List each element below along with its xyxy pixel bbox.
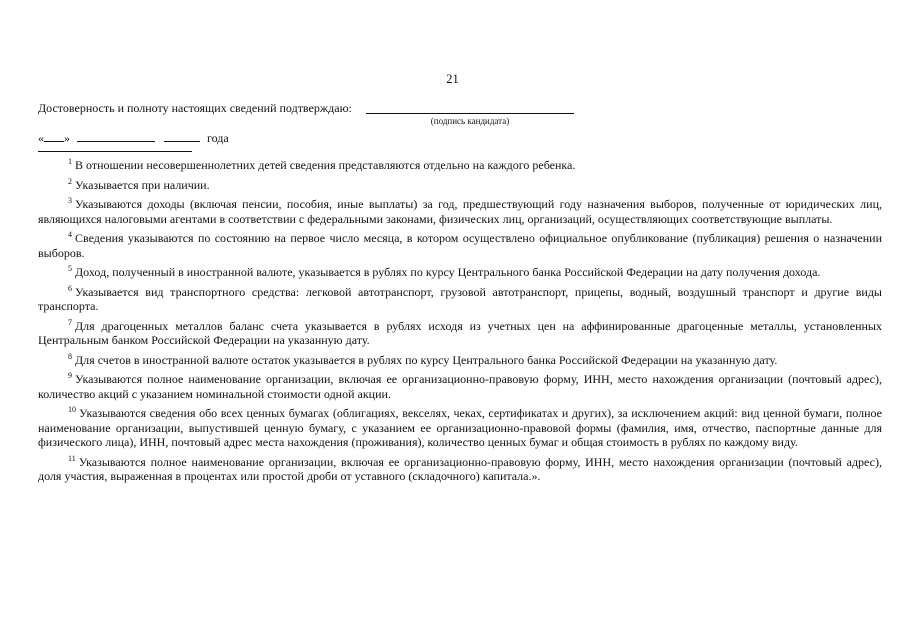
footnote [38,178,882,193]
footnote-text: Указываются сведения обо всех ценных бумагах (облигациях, векселях, чеках, сертификатах и других), за исключением акций: вид ценной бумаги, полное наименование организации, выпустившей ценную бумагу, с указанием ее организационно-правовой формы (фамилия, имя, отчество, паспортные данные для физического лица), ИНН, почтовый адрес места нахождения (проживания), количество ценных бумаг и общая стоимость в рублях по каждому виду. [38,406,882,449]
footnote [38,319,882,348]
footnote-mark: 1 [68,157,72,166]
footnote-mark: 5 [68,264,72,273]
footnote-mark: 2 [68,176,72,186]
footnote-mark: 7 [68,317,72,327]
footnote [38,265,882,280]
footnote [38,372,882,401]
footnote-text: В отношении несовершеннолетних детей сведения представляются отдельно на каждого ребенка. [75,158,576,172]
footnote-text: Для счетов в иностранной валюте остаток указывается в рублях по курсу Центрального банка Российской Федерации на указанную дату. [75,352,778,367]
footnote-text: Указываются доходы (включая пенсии, пособия, иные выплаты) за год, предшествующий году назначения выборов, полученные от юридических лиц, являющихся налоговыми агентами в соответствии с федеральными законами, физических лиц, организаций, осуществляющих соответствующие выплаты. [38,197,882,226]
footnote-mark: 10 [68,405,76,414]
footnotes-list [38,158,882,489]
footnote [38,353,882,368]
footnote-mark: 11 [68,453,76,463]
signature-line [366,113,574,114]
footnote-text: Указываются полное наименование организации, включая ее организационно-правовую форму, ИНН, место нахождения организации (почтовый адрес), количество акций с указанием номинальной стоимости одной акции. [38,372,882,401]
footnote-mark: 6 [68,283,72,293]
footnote [38,406,882,450]
confirmation-statement: Достоверность и полноту настоящих сведений подтверждаю: [38,101,352,115]
year-word: года [207,131,229,145]
footnote-text: Для драгоценных металлов баланс счета указывается в рублях исходя из учетных цен на аффинированные драгоценные металлы, установленных Центральным банком Российской Федерации на указанную дату. [38,318,882,347]
footnote [38,455,882,484]
footnote-mark: 8 [68,351,72,361]
date-line [38,130,229,146]
footnote [38,231,882,260]
footnote [38,285,882,314]
footnote-text: Сведения указываются по состоянию на первое число месяца, в котором осуществлено официальное опубликование (публикация) решения о назначении выборов. [38,231,882,260]
footnote-text: Указываются полное наименование организации, включая ее организационно-правовую форму, ИНН, место нахождения организации (почтовый адрес), доля участия, выраженная в процентах или простой дроби от уставного (складочного) капитала.». [38,454,882,483]
footnote-mark: 4 [68,230,72,239]
footnote-text: Указывается вид транспортного средства: легковой автотранспорт, грузовой автотранспорт, прицепы, водный, воздушный транспорт и другие виды транспорта. [38,284,882,313]
date-open-quote: « [38,131,44,145]
footnote [38,158,882,173]
footnote-separator [38,151,192,152]
year-blank [164,130,200,142]
footnote-mark: 3 [68,196,72,205]
month-blank [77,130,155,142]
day-blank [44,130,64,142]
signature-caption: (подпись кандидата) [430,116,510,126]
page-number: 21 [446,72,459,86]
date-close-quote: » [64,131,70,145]
footnote-text: Указывается при наличии. [75,177,210,192]
footnote-mark: 9 [68,371,72,380]
footnote [38,197,882,226]
footnote-text: Доход, полученный в иностранной валюте, указывается в рублях по курсу Центрального банка Российской Федерации на дату получения дохода. [75,265,821,279]
